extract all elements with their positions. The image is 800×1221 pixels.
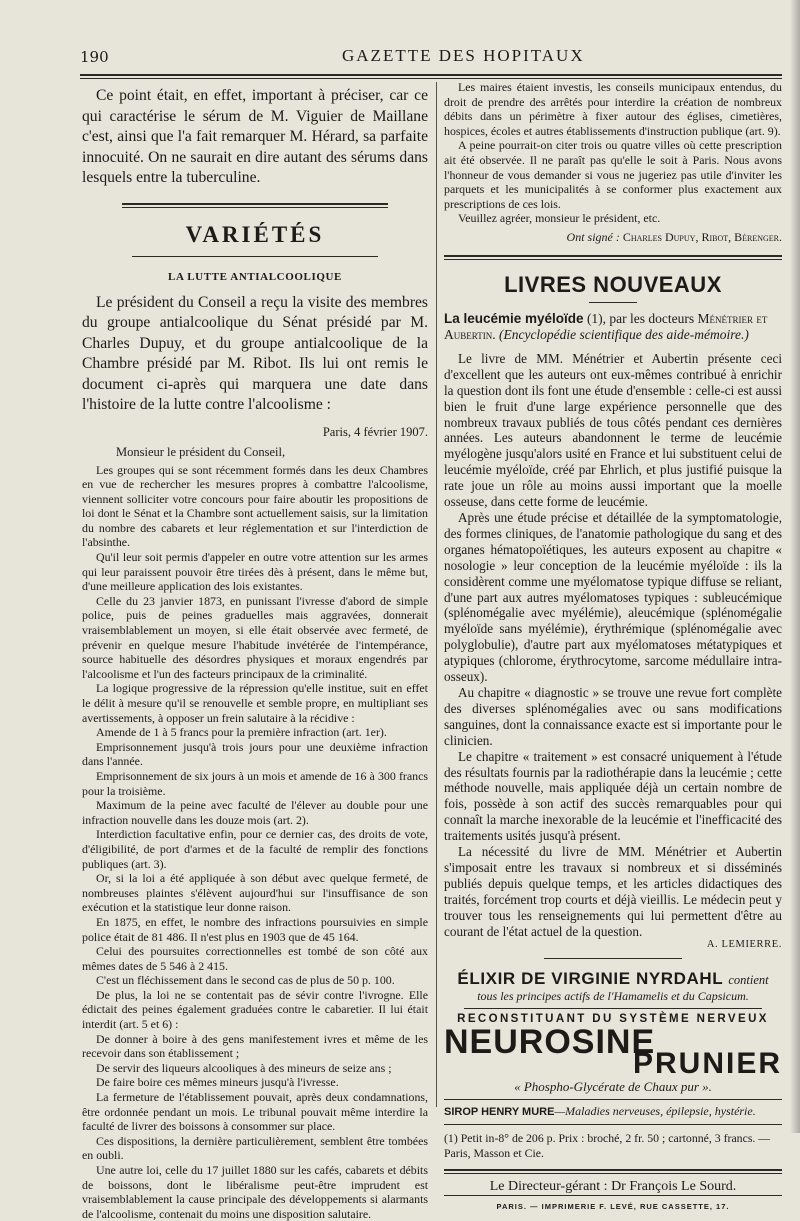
ad-elixir	[444, 969, 782, 989]
book-reference	[444, 311, 782, 343]
letter-paragraph: De servir des liqueurs alcooliques à des mineurs de seize ans ;	[82, 1061, 428, 1076]
gerant-rule	[444, 1169, 782, 1176]
letter-paragraph: Veuillez agréer, monsieur le président, etc.	[444, 211, 782, 226]
letter-paragraph: De faire boire ces mêmes mineurs jusqu'à l'ivresse.	[82, 1075, 428, 1090]
letter-paragraph: Or, si la loi a été appliquée à son début avec quelque fermeté, de nombreuses plaintes s'élèvent aujourd'hui sur l'insuffisance de son exécution et la statistique leur donne raison.	[82, 871, 428, 915]
running-title: GAZETTE DES HOPITAUX	[342, 46, 585, 66]
letter-paragraph: La logique progressive de la répression qu'elle institue, suit en effet le délit à mesure qu'il se renouvelle et semble propre, en multipliant ses avertissements, à opposer un frein salutaire à la récidive :	[82, 681, 428, 725]
letter-paragraph: Celle du 23 janvier 1873, en punissant l'ivresse d'abord de simple police, puis de peines graduelles mais aggravées, donnerait vraisemblablement un moyen, si elle était observée avec fermeté, de prévenir en quelque mesure l'habitude invétérée de l'intempérance, source habituelle des désordres physiques et moraux engendrés par l'alcoolisme et l'un des facteurs principaux de la criminalité.	[82, 594, 428, 682]
page-header	[80, 40, 780, 70]
ad-phospho: « Phospho-Glycérate de Chaux pur ».	[444, 1079, 782, 1095]
letter-paragraph: C'est un fléchissement dans le second cas de plus de 50 p. 100.	[82, 973, 428, 988]
advertisement	[444, 969, 782, 1119]
letter-continuation	[444, 80, 782, 226]
ad-sirop-name: SIROP HENRY MURE	[444, 1106, 554, 1118]
section-rule	[122, 203, 388, 210]
right-column	[444, 80, 782, 1211]
letter-paragraph: Amende de 1 à 5 francs pour la première infraction (art. 1er).	[82, 725, 428, 740]
letter-paragraph: Une autre loi, celle du 17 juillet 1880 sur les cafés, cabarets et débits de boissons, dont le libéralisme peut-être imprudent est vraisemblablement la cause principale des développements si alarmants de l'alcoolisme, contenait du moins une disposition salutaire.	[82, 1163, 428, 1221]
printer-imprint: PARIS. — IMPRIMERIE F. LEVÉ, RUE CASSETTE, 17.	[444, 1202, 782, 1211]
letter-paragraph: Les maires étaient investis, les conseils municipaux entendus, du droit de prendre des arrêtés pour interdire la création de nombreux débits dans un périmètre à fixer autour des églises, cimetières, hospices, écoles et autres établissements d'instruction publique (art. 9).	[444, 80, 782, 138]
ad-prunier: PRUNIER	[444, 1049, 782, 1079]
section-title-varietes: VARIÉTÉS	[82, 222, 428, 248]
letter-paragraph: La fermeture de l'établissement pouvait, après deux condamnations, être ordonnée pendant un mois. Le tribunal pouvait même interdire la faculté de livrer des boissons à consommer sur place.	[82, 1090, 428, 1134]
intro-paragraph: Ce point était, en effet, important à préciser, car ce qui caractérise le sérum de M. Viguier de Maillane c'est, ainsi que l'a fait remarquer M. Hérard, sa parfaite innocuité. On ne saurait en dire autant des sérums dans lesquels entre la tuberculine.	[82, 86, 428, 189]
ad-rule	[464, 1008, 762, 1009]
review-paragraph: Au chapitre « diagnostic » se trouve une revue fort complète des diverses splénomégalies avec ou sans modifications sanguines, dont la connaissance exacte est si importante pour le clinicien.	[444, 685, 782, 749]
letter-salutation: Monsieur le président du Conseil,	[82, 445, 428, 460]
review-paragraph: Le livre de MM. Ménétrier et Aubertin présente ceci d'excellent que les auteurs ont eux-mêmes contribué à enrichir la question dont ils font une étude d'ensemble : celle-ci est aussi bien le fruit d'une large expérience personnelle que des nombreux travaux publiés de tous côtés pendant ces dernières années. Les auteurs abandonnent le terme de leucémie myélogène jusqu'alors usité en France et lui substituent celui de leucémie myéloïde, créé par Ehrlich, et plus justifié puisque la rate joue un rôle au moins aussi important que la moelle osseuse, dans cette forme de leucémie.	[444, 351, 782, 510]
letter-paragraph: Ces dispositions, la dernière particulièrement, semblent être tombées en oubli.	[82, 1134, 428, 1163]
letter-paragraph: Emprisonnement jusqu'à trois jours pour une deuxième infraction dans l'année.	[82, 740, 428, 769]
review-paragraph: Après une étude précise et détaillée de la symptomatologie, des formes cliniques, de l'anatomie pathologique du sang et des organes hématopoïétiques, les auteurs exposent au chapitre « nosologie » leur conception de la leucémie myéloïde : ils la considèrent comme une myélomatose typique diffuse se reliant, d'une part aux autres myélomatoses typiques : subleucémique (splénomégalie avec myélémie), aleucémique (splénomégalie myéloïde sans myélémie), érythrémique (splénomégalie avec polyglobulie), d'autre part aux myélomatoses métatypiques et atypiques (chlorome, érythrocytome, sarcome médullaire intra-osseux).	[444, 510, 782, 685]
page-number: 190	[80, 48, 109, 66]
signature-prefix: Ont signé :	[567, 230, 620, 244]
letter-dateline: Paris, 4 février 1907.	[82, 425, 428, 440]
ad-reconstituant: RECONSTITUANT DU SYSTÈME NERVEUX	[444, 1013, 782, 1025]
letter-paragraph: A peine pourrait-on citer trois ou quatre villes où cette prescription ait été observée. Il ne paraît pas qu'elle le soit à Paris. Nous avons l'honneur de vous demander si vous ne jugeriez pas utile d'inviter les parquets et les municipalités à se conformer plus exactement aux prescriptions de ces lois.	[444, 138, 782, 211]
page-edge	[790, 0, 800, 1133]
article-lead: Le président du Conseil a reçu la visite des membres du groupe antialcoolique du Sénat présidé par M. Charles Dupuy, et du groupe antialcoolique de la Chambre présidé par M. Ribot. Ils lui ont remis le document ci-après qui marquera une date dans l'histoire de la lutte contre l'alcoolisme :	[82, 293, 428, 416]
book-series: (Encyclopédie scientifique des aide-mémoire.)	[499, 327, 749, 342]
review-paragraph: La nécessité du livre de MM. Ménétrier et Aubertin s'imposait entre les travaux si nombreux et si disséminés publiés depuis quelque temps, et les articles didactiques des traités, forcément trop courts et déjà vieillis. Le médecin peut y trouver tous les renseignements qui lui permettent d'être au courant de l'état actuel de la question.	[444, 844, 782, 939]
ad-sirop-suffix: —Maladies nerveuses, épilepsie, hystérie.	[554, 1104, 755, 1118]
letter-paragraph: Celui des poursuites correctionnelles est tombé de son côté aux mêmes dates de 5 546 à 2 415.	[82, 944, 428, 973]
ad-rule	[444, 1099, 782, 1100]
letter-paragraph: Interdiction facultative enfin, pour ce dernier cas, des droits de vote, d'éligibilité, de port d'armes et de la faculté de remplir des fonctions publiques (art. 3).	[82, 827, 428, 871]
letter-paragraph: Emprisonnement de six jours à un mois et amende de 16 à 300 francs pour la troisième.	[82, 769, 428, 798]
letter-signatures	[444, 230, 782, 245]
column-divider	[436, 82, 437, 1107]
letter-paragraph: En 1875, en effet, le nombre des infractions poursuivies en simple police était de 81 486. Il n'est plus en 1903 que de 45 164.	[82, 915, 428, 944]
review-paragraph: Le chapitre « traitement » est consacré uniquement à l'étude des résultats fournis par la radiothérapie dans la leucémie ; cette méthode nouvelle, mais appliquée déjà un certain nombre de fois, possède à son actif des succès remarquables pour qui connaît la marche inexorable de la leucémie et l'inefficacité des traitements usités jusqu'à présent.	[444, 749, 782, 844]
letter-body	[82, 463, 428, 1221]
header-rule	[80, 74, 782, 76]
letter-paragraph: Maximum de la peine avec faculté de l'élever au double pour une infraction nouvelle dans les douze mois (art. 2).	[82, 798, 428, 827]
review-author: A. LEMIERRE.	[444, 939, 782, 950]
directeur-gerant: Le Directeur-gérant : Dr François Le Sourd.	[444, 1179, 782, 1195]
book-review	[444, 351, 782, 940]
ad-neurosine: NEUROSINE	[444, 1025, 782, 1059]
header-rule-thin	[80, 78, 782, 79]
ad-sirop	[444, 1104, 782, 1119]
ad-elixir-name: ÉLIXIR DE VIRGINIE NYRDAHL	[457, 969, 723, 988]
article-subheading: LA LUTTE ANTIALCOOLIQUE	[82, 271, 428, 283]
letter-paragraph: Les groupes qui se sont récemment formés dans les deux Chambres en vue de rechercher les mesures propres à combattre l'alcoolisme, viennent solliciter votre concours pour faire aboutir les propositions de loi dont le Sénat et la Chambre sont actuellement saisis, sur la limitation du nombre des cabarets et leur réglementation et sur l'interdiction de l'absinthe.	[82, 463, 428, 551]
letter-paragraph: Qu'il leur soit permis d'appeler en outre votre attention sur les armes qui leur paraissent pouvoir être tirées dès à présent, dans le même but, d'une meilleure application des lois existantes.	[82, 550, 428, 594]
ad-elixir-line2: tous les principes actifs de l'Hamamelis et du Capsicum.	[444, 989, 782, 1004]
book-note: (1), par les docteurs	[587, 311, 694, 326]
book-title: La leucémie myéloïde	[444, 311, 584, 326]
signature-names: Charles Dupuy, Ribot, Bérenger.	[623, 230, 782, 244]
letter-paragraph: De plus, la loi ne se contentait pas de sévir contre l'ivrogne. Elle édictait des peines également graduées contre le cabaretier. Il lui était interdit (art. 5 et 6) :	[82, 988, 428, 1032]
footnote: (1) Petit in-8° de 206 p. Prix : broché, 2 fr. 50 ; cartonné, 3 francs. — Paris, Masson et Cie.	[444, 1131, 782, 1161]
books-rule	[444, 255, 782, 262]
ad-elixir-suffix: contient	[728, 973, 768, 987]
section-title-livres: LIVRES NOUVEAUX	[444, 272, 782, 298]
letter-paragraph: De donner à boire à des gens manifestement ivres et même de les recevoir dans son établissement ;	[82, 1032, 428, 1061]
book-authors: Ménétrier et Aubertin.	[444, 311, 767, 342]
left-column	[82, 86, 428, 1221]
